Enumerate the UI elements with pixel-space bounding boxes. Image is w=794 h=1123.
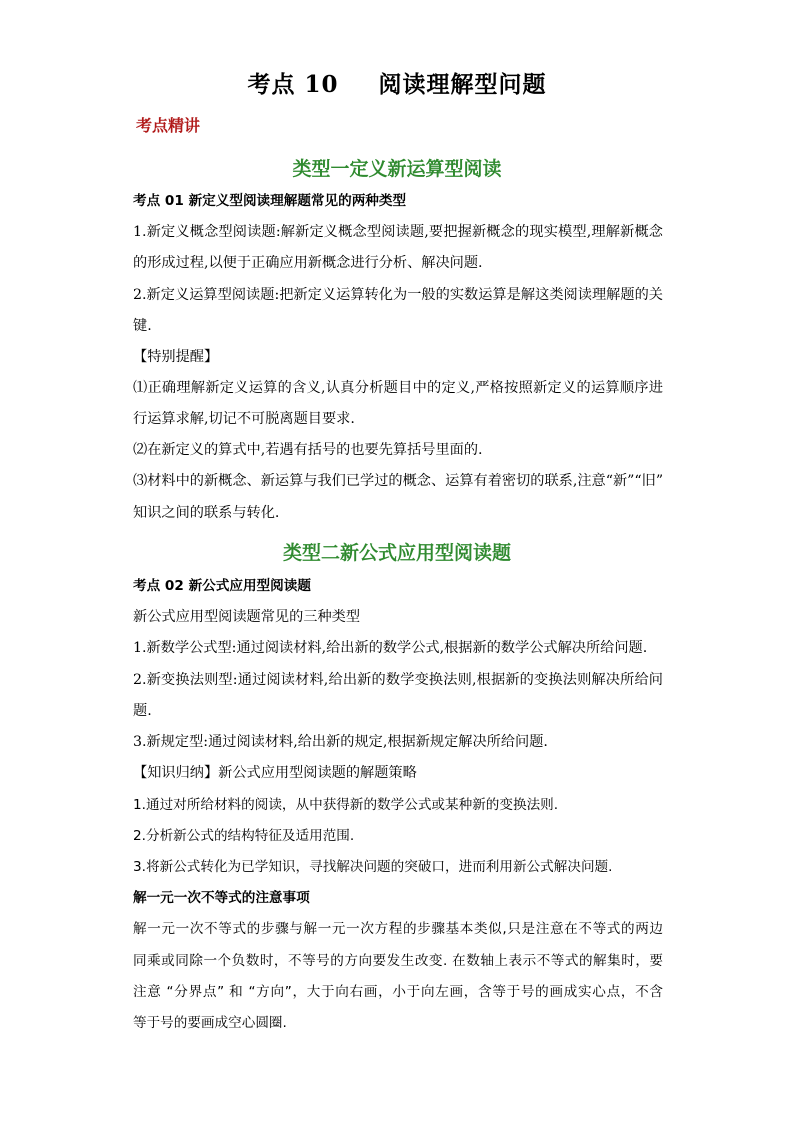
inequality-title: 解一元一次不等式的注意事项 <box>133 890 310 906</box>
type2-line-2: 1.新数学公式型:通过阅读材料,给出新的数学公式,根据新的数学公式解决所给问题. <box>133 640 648 656</box>
type2-summary-line-2: 2.分析新公式的结构特征及适用范围. <box>133 828 355 844</box>
type2-line-3: 2.新变换法则型:通过阅读材料,给出新的数学变换法则,根据新的变换法则解决所给问 <box>133 672 663 688</box>
type2-summary-line-1: 1.通过对所给材料的阅读，从中获得新的数学公式或某种新的变换法则. <box>133 797 559 813</box>
type1-line-3: 2.新定义运算型阅读题:把新定义运算转化为一般的实数运算是解这类阅读理解题的关 <box>133 287 663 303</box>
type1-reminder-line-1: ⑴正确理解新定义运算的含义,认真分析题目中的定义,严格按照新定义的运算顺序进 <box>133 380 663 396</box>
type1-heading: 类型一定义新运算型阅读 <box>292 158 502 180</box>
inequality-line-3: 注意 “分界点” 和 “方向”，大于向右画，小于向左画，含等于号的画成实心点，不含 <box>133 984 663 1000</box>
page-title <box>0 66 794 99</box>
type1-reminder-line-5: 知识之间的联系与转化. <box>133 505 280 521</box>
type1-reminder-line-3: ⑵在新定义的算式中,若遇有括号的也要先算括号里面的. <box>133 442 483 458</box>
type1-line-2: 的形成过程,以便于正确应用新概念进行分析、解决问题. <box>133 255 483 271</box>
inequality-line-1: 解一元一次不等式的步骤与解一元一次方程的步骤基本类似,只是注意在不等式的两边 <box>133 921 663 937</box>
type2-heading: 类型二新公式应用型阅读题 <box>282 542 511 564</box>
type1-reminder-title: 【特别提醒】 <box>133 349 219 365</box>
type1-point-title: 考点 01 新定义型阅读理解题常见的两种类型 <box>133 193 407 209</box>
type2-line-4: 题. <box>133 703 152 719</box>
type2-summary-line-3: 3.将新公式转化为已学知识，寻找解决问题的突破口，进而利用新公式解决问题. <box>133 859 613 875</box>
title-part1: 考点 10 <box>247 71 339 98</box>
type1-line-1: 1.新定义概念型阅读题:解新定义概念型阅读题,要把握新概念的现实模型,理解新概念 <box>133 224 663 240</box>
type2-point-title: 考点 02 新公式应用型阅读题 <box>133 578 311 594</box>
section-label: 考点精讲 <box>136 116 201 135</box>
type1-reminder-line-4: ⑶材料中的新概念、新运算与我们已学过的概念、运算有着密切的联系,注意“新”“旧” <box>133 473 664 489</box>
type2-line-1: 新公式应用型阅读题常见的三种类型 <box>133 609 361 625</box>
type2-line-5: 3.新规定型:通过阅读材料,给出新的规定,根据新规定解决所给问题. <box>133 734 548 750</box>
title-part2: 阅读理解型问题 <box>378 71 547 98</box>
type2-summary-title: 【知识归纳】新公式应用型阅读题的解题策略 <box>133 765 417 781</box>
type1-reminder-line-2: 行运算求解,切记不可脱离题目要求. <box>133 411 355 427</box>
type1-line-4: 键. <box>133 318 152 334</box>
inequality-line-4: 等于号的要画成空心圆圈. <box>133 1015 287 1031</box>
inequality-line-2: 同乘或同除一个负数时，不等号的方向要发生改变. 在数轴上表示不等式的解集时，要 <box>133 953 663 969</box>
